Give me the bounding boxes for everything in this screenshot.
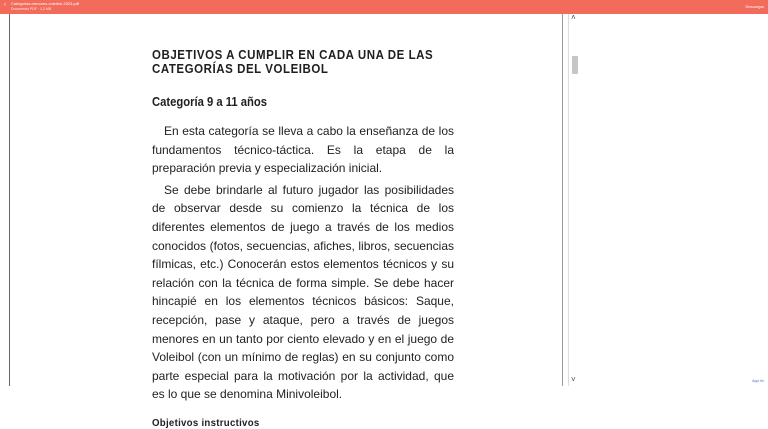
document-title-line-1: OBJETIVOS A CUMPLIR EN CADA UNA DE LAS <box>152 48 434 62</box>
side-panel <box>580 14 768 400</box>
pdf-viewer[interactable] <box>0 14 568 429</box>
section-title: Categoría 9 a 11 años <box>152 95 268 109</box>
file-subtitle: Documento PDF · 1,2 MB <box>11 7 52 11</box>
page-left-edge <box>9 14 10 386</box>
paragraph-2: Se debe brindarle al futuro jugador las posibilidades de observar desde su comienzo la técnica de los diferentes elementos de juego a través de los medios conocidos (fotos, secuencias, afiches, libros, secuencias fílmicas, etc.) Conocerán estos elementos técnicos y su relación con la técnica de forma simple. Se debe hacer hincapié en los elementos técnicos básicos: Saque, recepción, pase y ataque, pero a través de juegos menores en un tanto por ciento elevado y en el juego de Voleibol (con un mínimo de reglas) en su conjunto como parte especial para la motivación por la actividad, que es lo que se denomina Minivoleibol. <box>152 182 454 402</box>
chevron-up-icon[interactable]: ˄ <box>571 13 576 22</box>
top-bar <box>0 0 768 14</box>
chevron-down-icon[interactable]: ˅ <box>571 375 576 384</box>
document-title-line-2: CATEGORÍAS DEL VOLEIBOL <box>152 62 329 76</box>
vertical-scrollbar[interactable] <box>568 14 580 386</box>
file-name: Categorias-menores-voleibol-2023.pdf <box>11 1 80 6</box>
side-link[interactable]: Aquí fin <box>752 379 764 383</box>
pdf-page-content <box>152 48 454 429</box>
subsection-title: Objetivos instructivos <box>152 416 260 429</box>
back-arrow-icon[interactable]: ‹ <box>4 2 6 8</box>
download-button[interactable]: Descargar <box>745 4 764 9</box>
page-right-edge <box>562 14 563 386</box>
document-title <box>152 48 456 76</box>
paragraph-1: En esta categoría se lleva a cabo la enseñanza de los fundamentos técnico-táctica. Es la etapa de la preparación previa y especialización inicial. <box>152 124 454 176</box>
scroll-thumb[interactable] <box>572 56 578 74</box>
